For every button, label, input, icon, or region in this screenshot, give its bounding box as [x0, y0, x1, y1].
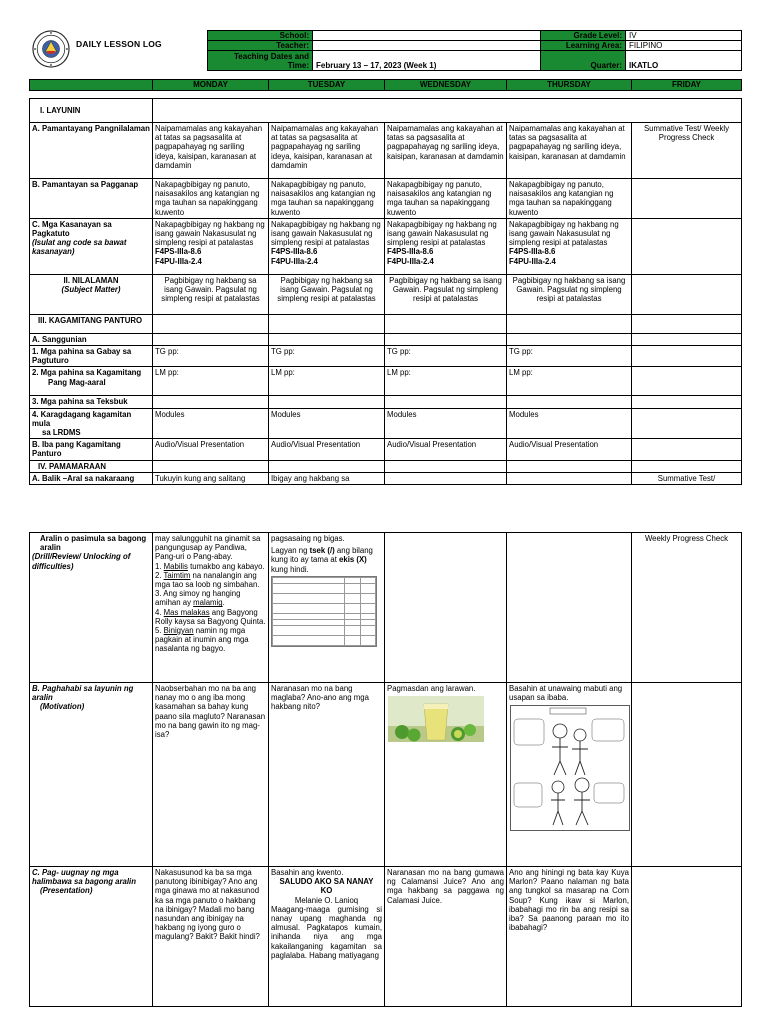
- drill-item-number: 3.: [155, 589, 164, 599]
- motivation-friday: [632, 683, 742, 867]
- quarter-label: Quarter:: [541, 51, 626, 71]
- mini-cell: [273, 593, 345, 603]
- a-wednesday: Naipamamalas ang kakayahan at tatas sa pagsasalita at pagpapahayag ng sariling ideya, kaisipan, karanasan at damdamin: [385, 123, 507, 179]
- mini-cell: [345, 603, 360, 613]
- motivation-wednesday-text: Pagmasdan ang larawan.: [387, 684, 476, 693]
- motivation-thursday-text: Basahin at unawaing mabuti ang usapan sa ibaba.: [509, 684, 623, 703]
- c-tuesday-code1: F4PS-IIIa-8.6: [271, 247, 318, 257]
- pamamaraan-thu: [507, 460, 632, 472]
- day-wednesday: WEDNESDAY: [385, 80, 507, 91]
- pamamaraan-fri: [632, 460, 742, 472]
- drill-item-word: Mabilis: [163, 561, 188, 571]
- motivation-label-cell: [30, 683, 153, 867]
- learning-area-value: FILIPINO: [626, 41, 742, 51]
- pamamaraan-mon: [153, 460, 269, 472]
- kagamitan-tue: [269, 314, 385, 333]
- iba-thursday: Audio/Visual Presentation: [507, 439, 632, 460]
- teksbuk-label: 3. Mga pahina sa Teksbuk: [30, 396, 153, 408]
- layunin-heading: I. LAYUNIN: [30, 99, 153, 123]
- motivation-wednesday: [385, 683, 507, 867]
- mini-cell: [360, 625, 375, 635]
- kagamitan-wed: [385, 314, 507, 333]
- c-monday-code1: F4PS-IIIa-8.6: [155, 247, 202, 257]
- sanggunian-fri: [632, 333, 742, 345]
- checklist-thumbnail: [271, 576, 377, 647]
- drill-item-number: 2.: [155, 570, 164, 580]
- kagamitan-fri: [632, 314, 742, 333]
- drill-item-number: 4.: [155, 607, 164, 617]
- sanggunian-mon: [153, 333, 269, 345]
- weekday-blank: [30, 80, 153, 91]
- checklist-mini-table: [272, 577, 376, 646]
- drill-item: [155, 571, 266, 589]
- lm-pages-label-cell: [30, 367, 153, 396]
- mini-cell: [345, 635, 360, 645]
- presentation-sub: (Presentation): [40, 886, 93, 896]
- drill-wednesday: [385, 533, 507, 683]
- school-label: School:: [208, 31, 313, 41]
- drill-sub: (Drill/Review/ Unlocking of difficulties): [32, 552, 131, 571]
- balik-monday: Tukuyin kung ang salitang: [153, 472, 269, 484]
- lrmds-label-cell: [30, 408, 153, 439]
- lm-wednesday: LM pp:: [385, 367, 507, 396]
- kasanayan-label-cell: [30, 218, 153, 274]
- teaching-dates-label-line1: Teaching Dates and: [234, 51, 309, 61]
- c-wednesday-code2: F4PU-IIIa-2.4: [387, 256, 434, 266]
- kagamitan-mon: [153, 314, 269, 333]
- drill-item: [155, 589, 266, 607]
- drill-item: [155, 626, 266, 654]
- calamansi-juice-image: [388, 696, 484, 742]
- lrmds-tuesday: Modules: [269, 408, 385, 439]
- drill-item-word: Taimtim: [163, 570, 191, 580]
- story-title: SALUDO AKO SA NANAY: [279, 877, 374, 887]
- kagamitan-thu: [507, 314, 632, 333]
- mini-cell: [273, 625, 345, 635]
- balik-aral-label: A. Balik –Aral sa nakaraang: [30, 472, 153, 484]
- b-thursday: Nakapagbibigay ng panuto, naisasakilos ang katangian ng mga tauhan sa napakinggang kuwento: [507, 179, 632, 219]
- header-info-table: [207, 30, 742, 71]
- mini-cell: [360, 593, 375, 603]
- story-body: Maagang-maaga gumising si nanay upang maghanda ng almusal. Pagkatapos kumain, inihanda niya ang mga kakailanganing kagamitan sa paglalaba. Habang matiyagang: [271, 904, 382, 960]
- teksbuk-wed: [385, 396, 507, 408]
- nilalaman-tuesday: Pagbibigay ng hakbang sa isang Gawain. Pagsulat ng simpleng resipi at patalastas: [269, 274, 385, 314]
- lrmds-monday: Modules: [153, 408, 269, 439]
- presentation-tuesday: [269, 867, 385, 1007]
- instr-tsek: tsek (/): [309, 546, 335, 556]
- learning-area-label: Learning Area:: [541, 41, 626, 51]
- drill-tuesday: [269, 533, 385, 683]
- lm-pages-label2: Pang Mag-aaral: [48, 377, 106, 387]
- drill-friday: Weekly Progress Check: [632, 533, 742, 683]
- b-tuesday: Nakapagbibigay ng panuto, naisasakilos ang katangian ng mga tauhan sa napakinggang kuwento: [269, 179, 385, 219]
- drill-item-rest: ang Bagyong Rolly kaysa sa Bagyong Quinta.: [155, 607, 266, 626]
- balik-tuesday: Ibigay ang hakbang sa: [269, 472, 385, 484]
- nilalaman-label-cell: [30, 274, 153, 314]
- c-wednesday-code1: F4PS-IIIa-8.6: [387, 247, 434, 257]
- c-wednesday-text: Nakapagbibigay ng hakbang ng isang gawain Nakasusulat ng simpleng resipi at patalastas: [387, 219, 497, 248]
- lm-pages-label: 2. Mga pahina sa Kagamitang: [32, 368, 142, 378]
- lm-friday: [632, 367, 742, 396]
- drill-tuesday-instruction: [271, 546, 382, 574]
- c-thursday-text: Nakapagbibigay ng hakbang ng isang gawain Nakasusulat ng simpleng resipi at patalastas: [509, 219, 619, 248]
- c-thursday-code1: F4PS-IIIa-8.6: [509, 247, 556, 257]
- presentation-label-cell: [30, 867, 153, 1007]
- c-friday: [632, 218, 742, 274]
- nilalaman-thursday: Pagbibigay ng hakbang sa isang Gawain. Pagsulat ng simpleng resipi at patalastas: [507, 274, 632, 314]
- mini-cell: [273, 603, 345, 613]
- teaching-dates-value: February 13 – 17, 2023 (Week 1): [313, 51, 541, 71]
- nilalaman-label: II. NILALAMAN: [63, 275, 119, 285]
- mini-cell: [360, 583, 375, 593]
- c-monday-code2: F4PU-IIIa-2.4: [155, 256, 202, 266]
- lm-thursday: LM pp:: [507, 367, 632, 396]
- drill-item-rest: namin ng mga pagkain at inumin ang mga nasalanta ng bagyo.: [155, 626, 249, 654]
- day-monday: MONDAY: [153, 80, 269, 91]
- teksbuk-thu: [507, 396, 632, 408]
- nilalaman-sub: (Subject Matter): [61, 285, 121, 295]
- drill-label-cell: [30, 533, 153, 683]
- mini-cell: [345, 625, 360, 635]
- tg-friday: [632, 346, 742, 367]
- drill-monday: [153, 533, 269, 683]
- drill-item: [155, 562, 266, 571]
- mini-cell: [345, 583, 360, 593]
- drill-item-pre: Ang simoy ng hanging amihan ay: [155, 589, 241, 608]
- lesson-table-part1: [29, 98, 742, 485]
- b-wednesday: Nakapagbibigay ng panuto, naisasakilos ang katangian ng mga tauhan sa napakinggang kuwento: [385, 179, 507, 219]
- a-tuesday: Naipamamalas ang kakayahan at tatas sa pagsasalita at pagpapahayag ng sariling ideya, kaisipan, karanasan at damdamin: [269, 123, 385, 179]
- kasanayan-label: C. Mga Kasanayan sa Pagkatuto: [32, 219, 112, 239]
- balik-friday: Summative Test/: [632, 472, 742, 484]
- drill-thursday: [507, 533, 632, 683]
- presentation-monday: Nakasusunod ka ba sa mga panutong ibinibigay? Ano ang mga ginawa mo at nakasunod ka sa mga panuto o hakbang na ibinigay? Madali mo bang nasundan ang ibinigay na hakbang ng iyong guro o magulang? Bakit? Bakit hindi?: [153, 867, 269, 1007]
- iba-wednesday: Audio/Visual Presentation: [385, 439, 507, 460]
- lm-tuesday: LM pp:: [269, 367, 385, 396]
- a-thursday: Naipamamalas ang kakayahan at tatas sa pagsasalita at pagpapahayag ng sariling ideya, kaisipan, karanasan at damdamin: [507, 123, 632, 179]
- pamamaraan-wed: [385, 460, 507, 472]
- lrmds-wednesday: Modules: [385, 408, 507, 439]
- balik-thursday: [507, 472, 632, 484]
- pamantayan-sa-pagganap-label: B. Pamantayan sa Pagganap: [30, 179, 153, 219]
- c-wednesday: [385, 218, 507, 274]
- teksbuk-tue: [269, 396, 385, 408]
- motivation-label: B. Paghahabi sa layunin ng aralin: [32, 684, 134, 703]
- drill-tuesday-cont: pagsasaing ng bigas.: [271, 534, 345, 543]
- drill-item-word: Binigyan: [163, 626, 194, 636]
- story-intro: Basahin ang kwento.: [271, 868, 344, 877]
- instr-part: ang bilang kung ito ay tama at: [271, 546, 373, 565]
- lrmds-label: 4. Karagdagang kagamitan mula: [32, 409, 132, 428]
- weekday-header-row: [29, 79, 742, 91]
- grade-level-value: IV: [626, 31, 742, 41]
- iba-tuesday: Audio/Visual Presentation: [269, 439, 385, 460]
- drill-item-rest: .: [222, 598, 225, 608]
- presentation-thursday: Ano ang hiningi ng bata kay Kuya Marlon? Paano nalaman ng bata ang tungkol sa masarap na Corn Soup? Kung ikaw si Marlon, ibabahagi mo rin ba ang resipi sa iba? Sa paanong paraan mo ito ibabahagi?: [507, 867, 632, 1007]
- day-tuesday: TUESDAY: [269, 80, 385, 91]
- quarter-value: IKATLO: [626, 51, 742, 71]
- c-tuesday: [269, 218, 385, 274]
- drill-monday-intro: may salungguhit na ginamit sa pangungusap ay Pandiwa, Pang-uri o Pang-abay.: [155, 534, 261, 562]
- sanggunian-thu: [507, 333, 632, 345]
- lm-monday: LM pp:: [153, 367, 269, 396]
- drill-item-word: Mas malakas: [163, 607, 210, 617]
- drill-item-number: 5.: [155, 626, 164, 636]
- grade-level-label: Grade Level:: [541, 31, 626, 41]
- kasanayan-sub: (Isulat ang code sa bawat kasanayan): [32, 238, 127, 257]
- instr-ekis: ekis (X): [339, 555, 367, 565]
- balik-wednesday: [385, 472, 507, 484]
- c-tuesday-code2: F4PU-IIIa-2.4: [271, 256, 318, 266]
- story-title-line2: KO: [320, 886, 333, 896]
- sanggunian-wed: [385, 333, 507, 345]
- drill-item: [155, 608, 266, 626]
- tg-thursday: TG pp:: [507, 346, 632, 367]
- a-friday: Summative Test/ Weekly Progress Check: [632, 123, 742, 179]
- c-monday-text: Nakapagbibigay ng hakbang ng isang gawain Nakasusulat ng simpleng resipi at patalastas: [155, 219, 265, 248]
- lesson-table-part2: [29, 532, 742, 1007]
- motivation-thursday: [507, 683, 632, 867]
- a-monday: Naipamamalas ang kakayahan at tatas sa pagsasalita at pagpapahayag ng sariling ideya, kaisipan, karanasan at damdamin: [153, 123, 269, 179]
- tg-pages-label: 1. Mga pahina sa Gabay sa Pagtuturo: [30, 346, 153, 367]
- teksbuk-fri: [632, 396, 742, 408]
- c-thursday: [507, 218, 632, 274]
- lrmds-label2: sa LRDMS: [42, 428, 81, 438]
- pamamaraan-tue: [269, 460, 385, 472]
- mini-cell: [273, 635, 345, 645]
- iba-friday: [632, 439, 742, 460]
- iba-monday: Audio/Visual Presentation: [153, 439, 269, 460]
- instr-part: kung hindi.: [271, 564, 309, 574]
- dialogue-comic-image: [510, 705, 630, 831]
- presentation-friday: [632, 867, 742, 1007]
- drill-item-rest: tumakbo ang kabayo.: [187, 561, 265, 571]
- nilalaman-monday: Pagbibigay ng hakbang sa isang Gawain. Pagsulat ng simpleng resipi at patalastas: [153, 274, 269, 314]
- tg-tuesday: TG pp:: [269, 346, 385, 367]
- lrmds-friday: [632, 408, 742, 439]
- c-tuesday-text: Nakapagbibigay ng hakbang ng isang gawain Nakasusulat ng simpleng resipi at patalastas: [271, 219, 381, 248]
- motivation-monday: Naobserbahan mo na ba ang nanay mo o ang iba mong kasamahan sa bahay kung paano sila magluto? Naranasan mo na bang gawin ito ng mag-isa?: [153, 683, 269, 867]
- drill-label: Aralin o pasimula sa bagong aralin: [40, 534, 147, 553]
- teaching-dates-label: [208, 51, 313, 71]
- school-value: [313, 31, 541, 41]
- teksbuk-mon: [153, 396, 269, 408]
- kagamitang-panturo-heading: III. KAGAMITANG PANTURO: [30, 314, 153, 333]
- page-title: DAILY LESSON LOG: [76, 39, 162, 49]
- mini-cell: [273, 583, 345, 593]
- drill-item-number: 1.: [155, 561, 164, 571]
- deped-seal-icon: [32, 30, 70, 68]
- nilalaman-wednesday: Pagbibigay ng hakbang sa isang Gawain. Pagsulat ng simpleng resipi at patalastas: [385, 274, 507, 314]
- lrmds-thursday: Modules: [507, 408, 632, 439]
- drill-item-word: malamig: [193, 598, 223, 608]
- mini-cell: [345, 593, 360, 603]
- b-monday: Nakapagbibigay ng panuto, naisasakilos ang katangian ng mga tauhan sa napakinggang kuwento: [153, 179, 269, 219]
- c-thursday-code2: F4PU-IIIa-2.4: [509, 256, 556, 266]
- presentation-label: C. Pag- uugnay ng mga halimbawa sa bagong aralin: [32, 868, 136, 887]
- mini-cell: [360, 635, 375, 645]
- tg-wednesday: TG pp:: [385, 346, 507, 367]
- story-author: Melanie O. Lanioq: [294, 895, 359, 905]
- b-friday: [632, 179, 742, 219]
- day-friday: FRIDAY: [632, 80, 742, 91]
- pamamaraan-heading: IV. PAMAMARAAN: [30, 460, 153, 472]
- presentation-wednesday: Naranasan mo na bang gumawa ng Calamansi Juice? Ano ang mga hakbang sa paggawa ng Calamasi Juice.: [385, 867, 507, 1007]
- teaching-dates-label-line2: Time:: [287, 60, 309, 70]
- nilalaman-friday: [632, 274, 742, 314]
- teacher-label: Teacher:: [208, 41, 313, 51]
- teacher-value: [313, 41, 541, 51]
- sanggunian-label: A. Sanggunian: [30, 333, 153, 345]
- layunin-blank: [153, 99, 742, 123]
- motivation-tuesday: Naranasan mo na bang maglaba? Ano-ano ang mga hakbang nito?: [269, 683, 385, 867]
- sanggunian-tue: [269, 333, 385, 345]
- tg-monday: TG pp:: [153, 346, 269, 367]
- pamantayang-pangnilalaman-label: A. Pamantayang Pangnilalaman: [30, 123, 153, 179]
- drill-item-rest: na nanalangin ang mga tao sa loob ng simbahan.: [155, 570, 260, 590]
- instr-part: Lagyan ng: [271, 546, 310, 556]
- c-monday: [153, 218, 269, 274]
- mini-cell: [360, 603, 375, 613]
- iba-pang-kagamitan-label: B. Iba pang Kagamitang Panturo: [30, 439, 153, 460]
- motivation-sub: (Motivation): [40, 702, 85, 712]
- day-thursday: THURSDAY: [507, 80, 632, 91]
